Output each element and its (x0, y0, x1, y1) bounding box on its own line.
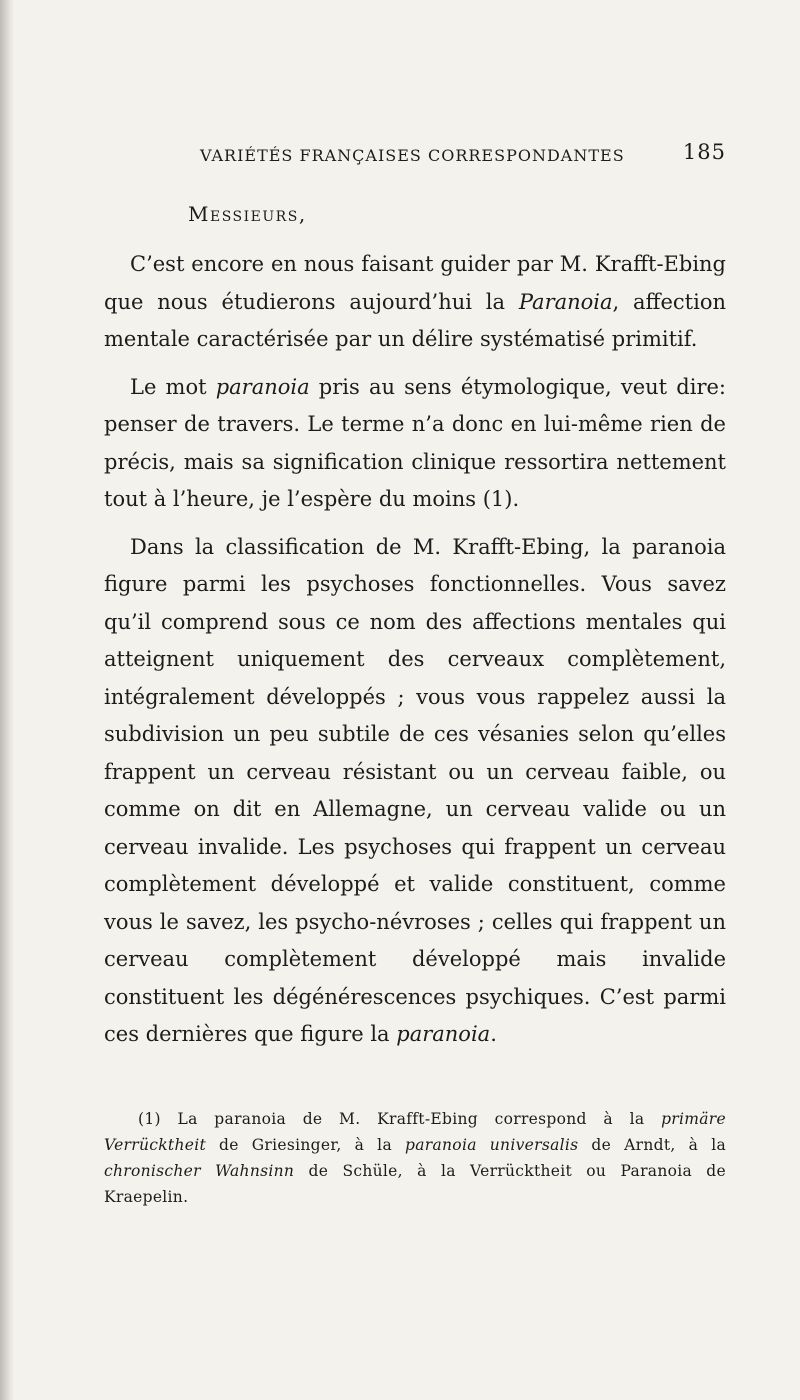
footnote-italic: chronischer Wahnsinn (104, 1161, 295, 1180)
footnote-text: (1) La paranoia de M. Krafft-Ebing correspond à la (138, 1109, 662, 1128)
footnote-text: de Schüle, à la Verrücktheit ou Paranoia de Kraepelin. (104, 1161, 726, 1206)
text: C’est encore en nous faisant guider par M. Krafft-Ebing que nous étudierons aujourd’hui la (104, 252, 726, 314)
italic-term: paranoia (396, 1022, 491, 1046)
footnote-italic: paranoia universalis (405, 1135, 579, 1154)
text: . (490, 1022, 497, 1046)
footnote-text: de Griesinger, à la (206, 1135, 406, 1154)
text: Le mot (130, 374, 216, 399)
paragraph (104, 246, 726, 359)
text: pris au sens étymologique, veut dire: penser de travers. Le terme n’a donc en lui-même rien de précis, mais sa signification clinique ressortira nettement tout à l’heure, je l’espère du moins (1). (104, 374, 726, 511)
italic-term: Paranoia (518, 289, 613, 314)
footnote-italic: primäre Verrücktheit (104, 1109, 726, 1154)
running-title: VARIÉTÉS FRANÇAISES CORRESPONDANTES (200, 146, 625, 165)
salutation: Messieurs, (188, 202, 307, 226)
book-page (104, 140, 726, 1225)
footnote-text: de Arndt, à la (578, 1135, 727, 1154)
italic-term: paranoia (215, 374, 310, 399)
paragraph (104, 529, 726, 1054)
text: Dans la classification de M. Krafft-Ebing, la paranoia figure parmi les psychoses fonctionnelles. Vous savez qu’il comprend sous ce nom des affections mentales qui atteignent uniquement des cerveaux complètement, intégralement développés ; vous vous rappelez aussi la subdivision un peu subtile de ces vésanies selon qu’elles frappent un cerveau résistant ou un cerveau faible, ou comme on dit en Allemagne, un cerveau valide ou un cerveau invalide. Les psychoses qui frappent un cerveau complètement développé et valide constituent, comme vous le savez, les psycho-névroses ; celles qui frappent un cerveau complètement développé mais invalide constituent les dégénérescences psychiques. C’est parmi ces dernières que figure la (104, 534, 726, 1046)
running-head (104, 140, 726, 170)
paragraph (104, 369, 726, 519)
text: , affection mentale caractérisée par un délire systématisé primitif. (104, 289, 726, 351)
page-number: 185 (682, 140, 726, 164)
page-edge (0, 0, 14, 1400)
footnote (104, 1106, 726, 1210)
